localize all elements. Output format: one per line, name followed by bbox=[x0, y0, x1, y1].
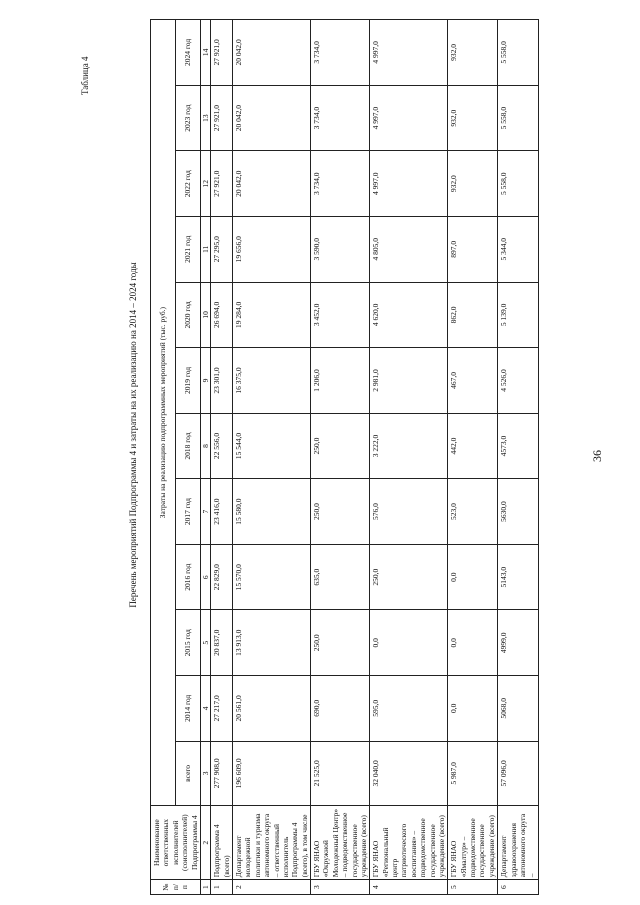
column-number: 6 bbox=[200, 544, 210, 610]
year-value: 5 558,0 bbox=[498, 20, 539, 86]
year-value: 635,0 bbox=[311, 544, 370, 610]
header-name: Наименование ответственных исполнителей (соисполнителей) Подпрограммы 4 bbox=[151, 806, 201, 880]
header-year: 2016 год bbox=[175, 544, 200, 610]
column-number: 2 bbox=[200, 806, 210, 880]
column-number: 8 bbox=[200, 413, 210, 479]
total-value: 196 609,0 bbox=[233, 741, 311, 806]
executor-name: ГБУ ЯНАО «Региональный центр патриотического воспитания» – подведомственное государственное учреждение (всего) bbox=[370, 806, 448, 880]
header-year: 2023 год bbox=[175, 85, 200, 151]
year-value: 27 921,0 bbox=[211, 20, 233, 86]
executor-name: Подпрограмма 4 (всего) bbox=[211, 806, 233, 880]
year-value: 19 284,0 bbox=[233, 282, 311, 348]
column-number: 9 bbox=[200, 348, 210, 414]
year-value: 5143,0 bbox=[498, 544, 539, 610]
executor-name: Департамент здравоохранения автономного округа – bbox=[498, 806, 539, 880]
row-number: 4 bbox=[370, 880, 448, 895]
year-value: 4 997,0 bbox=[370, 151, 448, 217]
year-value: 15 544,0 bbox=[233, 413, 311, 479]
column-number: 10 bbox=[200, 282, 210, 348]
total-value: 32 040,0 bbox=[370, 741, 448, 806]
year-value: 4573,0 bbox=[498, 413, 539, 479]
year-value: 3 452,0 bbox=[311, 282, 370, 348]
year-value: 3 222,0 bbox=[370, 413, 448, 479]
year-value: 27 921,0 bbox=[211, 85, 233, 151]
table-row bbox=[498, 20, 539, 895]
year-value: 250,0 bbox=[311, 413, 370, 479]
table-row bbox=[448, 20, 498, 895]
row-number: 1 bbox=[211, 880, 233, 895]
table-row bbox=[233, 20, 311, 895]
column-number: 3 bbox=[200, 741, 210, 806]
header-no: № п/п bbox=[151, 880, 201, 895]
year-value: 3 734,0 bbox=[311, 151, 370, 217]
year-value: 4 620,0 bbox=[370, 282, 448, 348]
column-number: 14 bbox=[200, 20, 210, 86]
year-value: 27 295,0 bbox=[211, 217, 233, 283]
header-year: 2015 год bbox=[175, 610, 200, 676]
year-value: 26 694,0 bbox=[211, 282, 233, 348]
year-value: 1 206,0 bbox=[311, 348, 370, 414]
row-number: 2 bbox=[233, 880, 311, 895]
table-row bbox=[211, 20, 233, 895]
header-year: 2017 год bbox=[175, 479, 200, 545]
table-body bbox=[211, 20, 538, 895]
column-number: 1 bbox=[200, 880, 210, 895]
year-value: 16 375,0 bbox=[233, 348, 311, 414]
total-value: 5 987,0 bbox=[448, 741, 498, 806]
year-value: 862,0 bbox=[448, 282, 498, 348]
year-value: 5068,0 bbox=[498, 676, 539, 742]
year-value: 3 734,0 bbox=[311, 20, 370, 86]
year-value: 4 997,0 bbox=[370, 85, 448, 151]
year-value: 20 561,0 bbox=[233, 676, 311, 742]
year-value: 442,0 bbox=[448, 413, 498, 479]
year-value: 690,0 bbox=[311, 676, 370, 742]
year-value: 15 580,0 bbox=[233, 479, 311, 545]
year-value: 27 921,0 bbox=[211, 151, 233, 217]
column-number-row bbox=[200, 20, 210, 895]
executor-name: ГБУ ЯНАО «Окружной Молодежный Центр» – подведомственное государственное учреждение (всего) bbox=[311, 806, 370, 880]
year-value: 4 997,0 bbox=[370, 20, 448, 86]
header-year: 2019 год bbox=[175, 348, 200, 414]
year-value: 4 526,0 bbox=[498, 348, 539, 414]
header-row-years bbox=[175, 20, 200, 895]
column-number: 4 bbox=[200, 676, 210, 742]
total-value: 21 525,0 bbox=[311, 741, 370, 806]
year-value: 20 042,0 bbox=[233, 85, 311, 151]
year-value: 27 217,0 bbox=[211, 676, 233, 742]
column-number: 11 bbox=[200, 217, 210, 283]
total-value: 57 096,0 bbox=[498, 741, 539, 806]
total-value: 277 908,0 bbox=[211, 741, 233, 806]
table-row bbox=[370, 20, 448, 895]
year-value: 20 042,0 bbox=[233, 151, 311, 217]
year-value: 250,0 bbox=[311, 610, 370, 676]
year-value: 5 558,0 bbox=[498, 151, 539, 217]
column-number: 5 bbox=[200, 610, 210, 676]
year-value: 5 558,0 bbox=[498, 85, 539, 151]
row-number: 6 bbox=[498, 880, 539, 895]
row-number: 5 bbox=[448, 880, 498, 895]
year-value: 22 556,0 bbox=[211, 413, 233, 479]
year-value: 467,0 bbox=[448, 348, 498, 414]
header-year: 2018 год bbox=[175, 413, 200, 479]
year-value: 20 042,0 bbox=[233, 20, 311, 86]
year-value: 23 301,0 bbox=[211, 348, 233, 414]
header-row-top bbox=[151, 20, 176, 895]
document-title: Перечень мероприятий Подпрограммы 4 и затраты на их реализацию на 2014 – 2024 годы bbox=[128, 262, 138, 608]
page-number: 36 bbox=[590, 450, 604, 462]
year-value: 897,0 bbox=[448, 217, 498, 283]
header-year: 2024 год bbox=[175, 20, 200, 86]
year-value: 20 837,0 bbox=[211, 610, 233, 676]
table-label: Таблица 4 bbox=[80, 56, 90, 95]
year-value: 0,0 bbox=[448, 610, 498, 676]
table-row bbox=[311, 20, 370, 895]
year-value: 4999,0 bbox=[498, 610, 539, 676]
year-value: 932,0 bbox=[448, 85, 498, 151]
year-value: 576,0 bbox=[370, 479, 448, 545]
year-value: 2 981,0 bbox=[370, 348, 448, 414]
row-number: 3 bbox=[311, 880, 370, 895]
year-value: 22 829,0 bbox=[211, 544, 233, 610]
executor-name: ГБУ ЯНАО «Ямалтур» – подведомственное государственное учреждение (всего) bbox=[448, 806, 498, 880]
executor-name: Департамент молодежной политики и туризма автономного округа – ответственный исполнитель Подпрограммы 4 (всего), в том числе bbox=[233, 806, 311, 880]
year-value: 932,0 bbox=[448, 20, 498, 86]
year-value: 15 570,0 bbox=[233, 544, 311, 610]
header-year: 2020 год bbox=[175, 282, 200, 348]
year-value: 23 416,0 bbox=[211, 479, 233, 545]
year-value: 523,0 bbox=[448, 479, 498, 545]
year-value: 0,0 bbox=[448, 544, 498, 610]
header-total: всего bbox=[175, 741, 200, 806]
year-value: 19 656,0 bbox=[233, 217, 311, 283]
year-value: 3 734,0 bbox=[311, 85, 370, 151]
year-value: 13 913,0 bbox=[233, 610, 311, 676]
header-year: 2014 год bbox=[175, 676, 200, 742]
column-number: 13 bbox=[200, 85, 210, 151]
column-number: 12 bbox=[200, 151, 210, 217]
year-value: 3 590,0 bbox=[311, 217, 370, 283]
year-value: 250,0 bbox=[370, 544, 448, 610]
year-value: 0,0 bbox=[448, 676, 498, 742]
year-value: 932,0 bbox=[448, 151, 498, 217]
costs-table bbox=[150, 19, 539, 895]
year-value: 0,0 bbox=[370, 610, 448, 676]
year-value: 5 139,0 bbox=[498, 282, 539, 348]
header-year: 2022 год bbox=[175, 151, 200, 217]
column-number: 7 bbox=[200, 479, 210, 545]
header-costs: Затраты на реализацию подпрограммных мероприятий (тыс. руб.) bbox=[151, 20, 176, 806]
year-value: 5630,0 bbox=[498, 479, 539, 545]
year-value: 5 344,0 bbox=[498, 217, 539, 283]
year-value: 4 805,0 bbox=[370, 217, 448, 283]
year-value: 250,0 bbox=[311, 479, 370, 545]
header-year: 2021 год bbox=[175, 217, 200, 283]
year-value: 595,0 bbox=[370, 676, 448, 742]
